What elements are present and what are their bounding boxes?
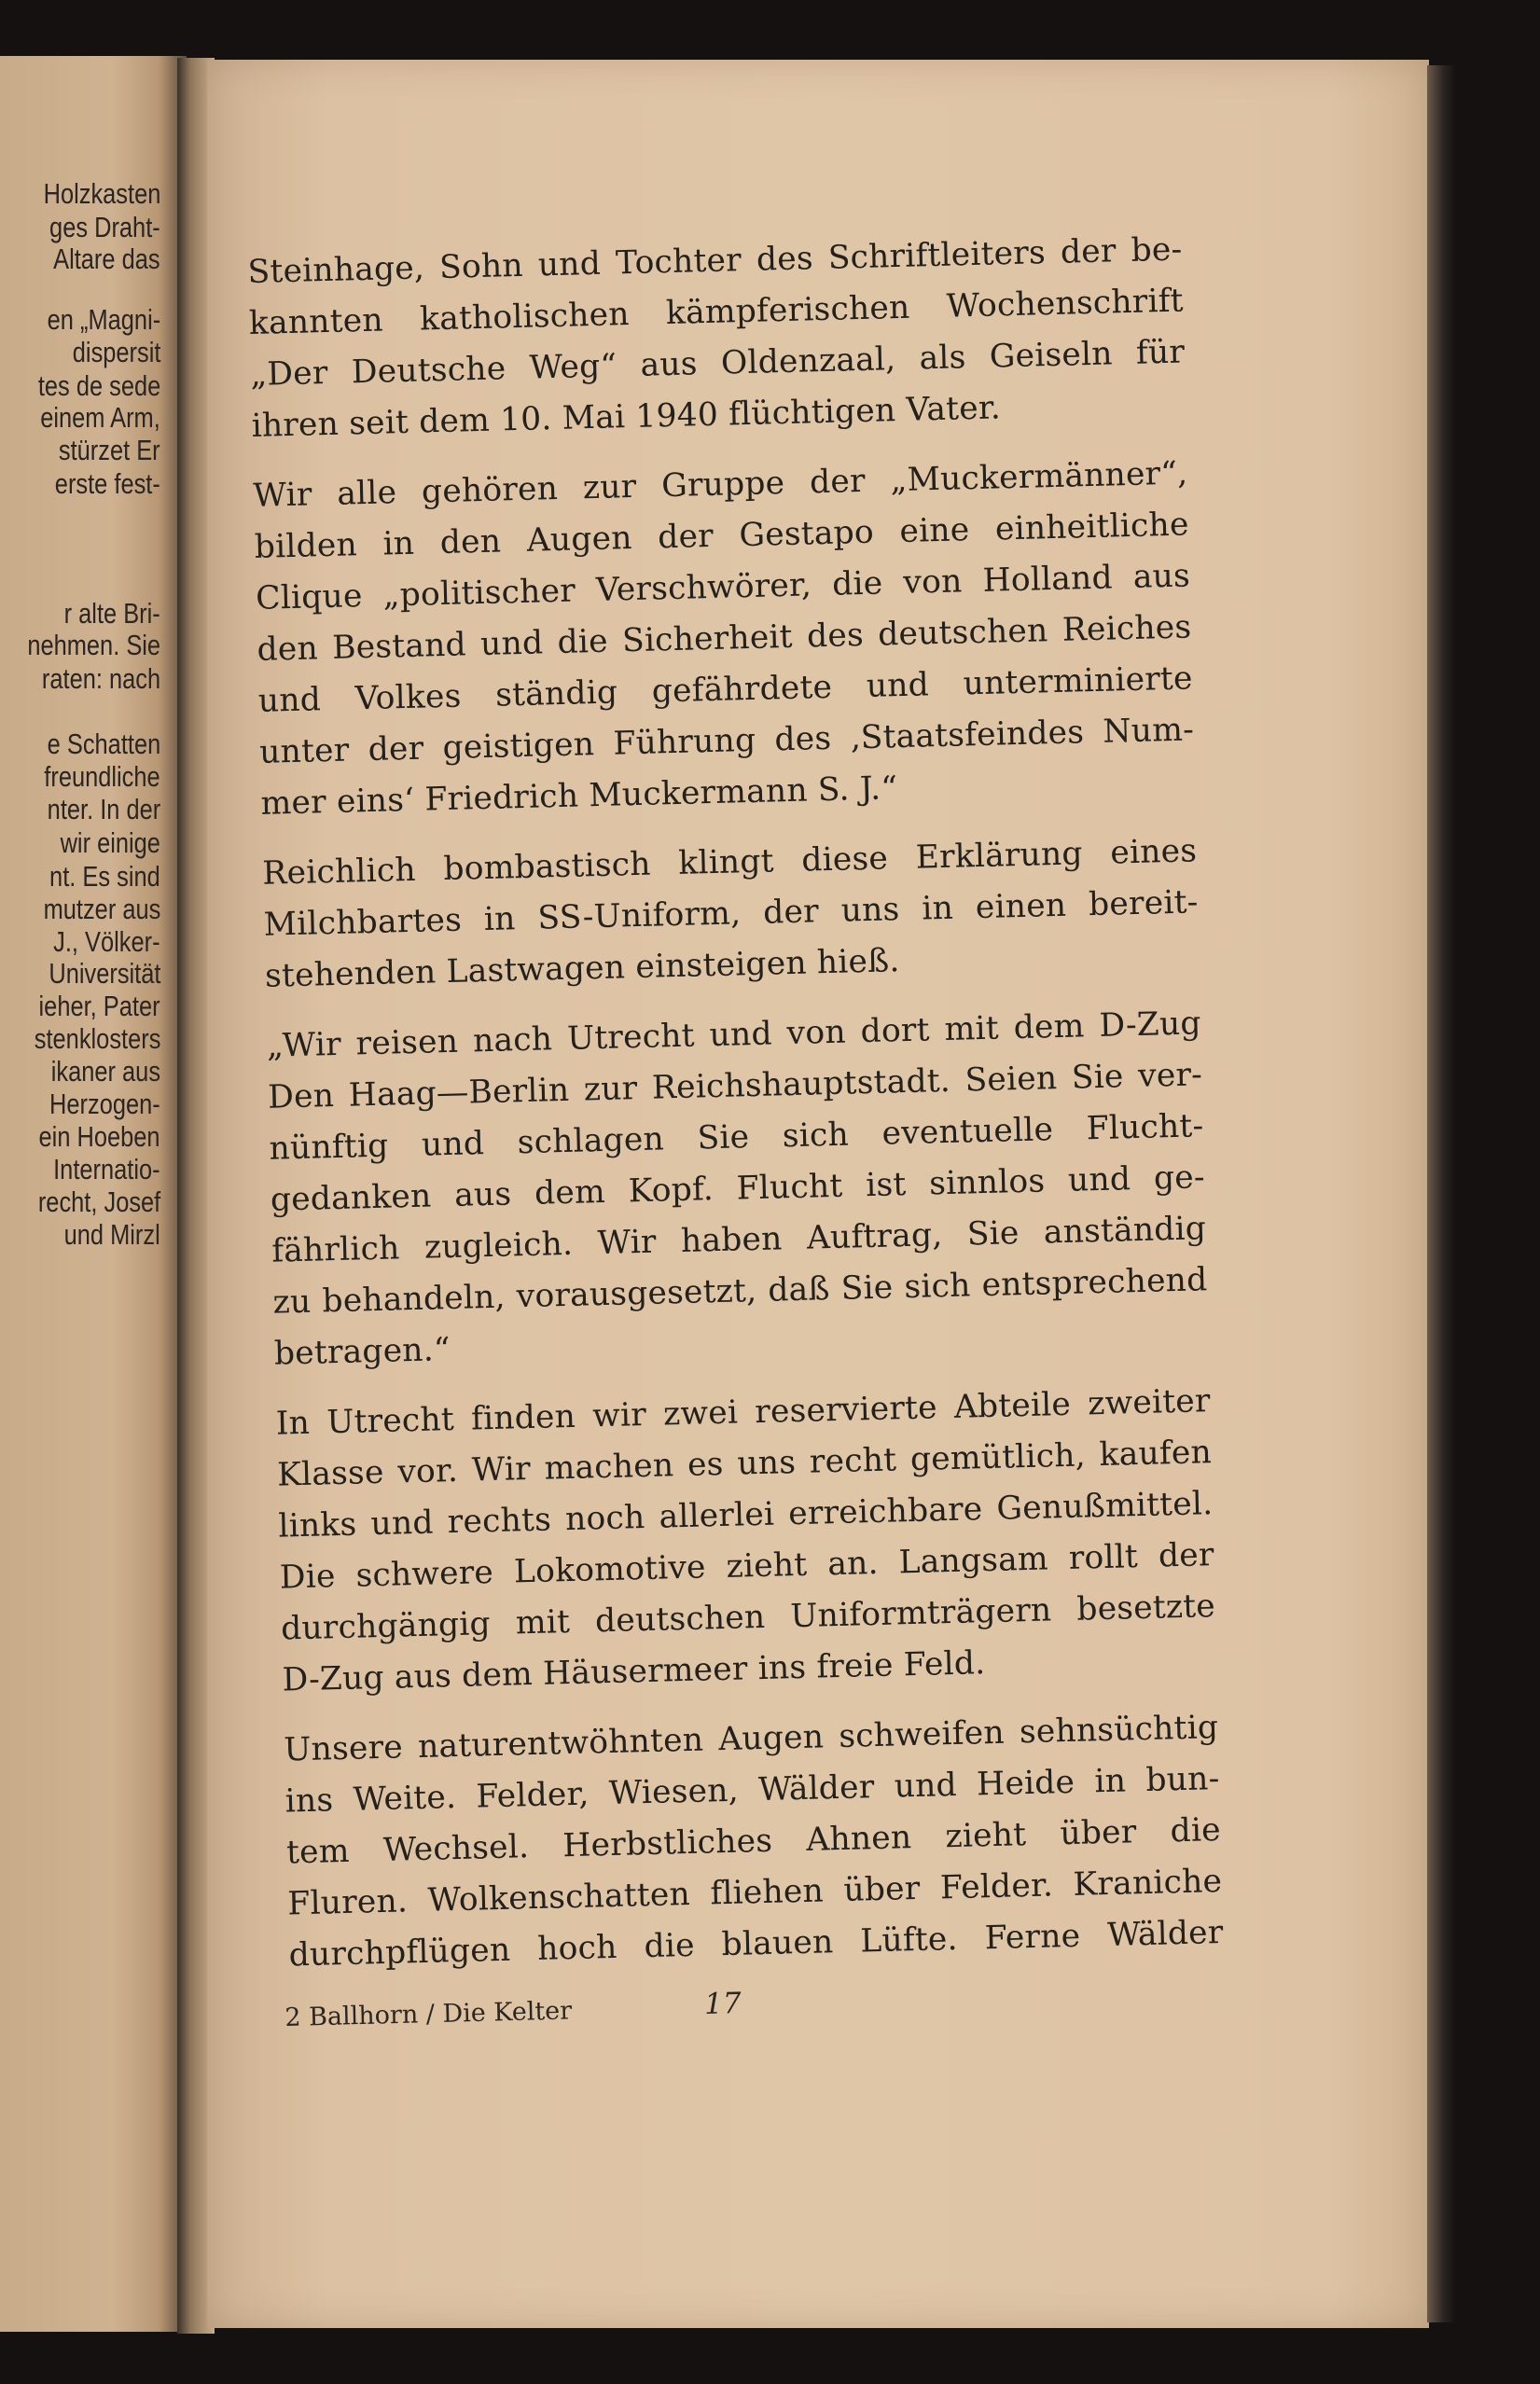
- left-page-fragment: ikaner aus: [50, 1055, 160, 1088]
- left-page-fragment: freundliche: [44, 760, 160, 793]
- text-line: mer eins‘ Friedrich Muckermann S. J.“: [260, 769, 898, 823]
- text-line: „Der Deutsche Weg“ aus Oldenzaal, als Geiseln für: [249, 333, 1186, 394]
- text-line: und Volkes ständig gefährdete und unterminierte: [257, 659, 1194, 720]
- paragraph: [284, 1702, 1224, 1981]
- text-line: gedanken aus dem Kopf. Flucht ist sinnlos und ge-: [270, 1158, 1206, 1219]
- left-page-fragment: Holzkasten: [43, 177, 160, 210]
- text-line: links und rechts noch allerlei erreichbare Genußmittel.: [278, 1485, 1214, 1545]
- text-line: Klasse vor. Wir machen es uns recht gemütlich, kaufen: [276, 1434, 1213, 1494]
- left-page-fragment: nt. Es sind: [49, 860, 160, 893]
- paragraph: [253, 448, 1196, 829]
- text-line: kannten katholischen kämpferischen Wochenschrift: [248, 282, 1185, 342]
- text-line: ihren seit dem 10. Mai 1940 flüchtigen Vater.: [251, 389, 1002, 445]
- left-page-fragment: J., Völker-: [53, 925, 160, 958]
- text-line: D-Zug aus dem Häusermeer ins freie Feld.: [282, 1644, 986, 1699]
- page-number: 17: [703, 1987, 742, 2021]
- left-page-fragment: erste fest-: [54, 467, 160, 500]
- text-line: Milchbartes in SS-Uniform, der uns in einen bereit-: [263, 883, 1199, 944]
- text-line: Die schwere Lokomotive zieht an. Langsam rollt der: [279, 1536, 1215, 1597]
- body-text: [247, 225, 1225, 2001]
- left-page-fragment: recht, Josef: [37, 1185, 160, 1218]
- page-stack-edge: [1427, 65, 1455, 2322]
- text-line: tem Wechsel. Herbstliches Ahnen zieht über die: [285, 1811, 1222, 1872]
- text-line: Reichlich bombastisch klingt diese Erklärung eines: [261, 832, 1198, 893]
- left-page-fragment: r alte Bri-: [63, 597, 160, 630]
- left-page-fragment: und Mirzl: [63, 1218, 160, 1251]
- paragraph: [275, 1376, 1217, 1706]
- left-page-fragment: raten: nach: [41, 662, 160, 695]
- text-line: durchgängig mit deutschen Uniformträgern besetzte: [280, 1587, 1216, 1648]
- left-page-fragment: en „Magni-: [47, 303, 160, 336]
- text-line: den Bestand und die Sicherheit des deutschen Reiches: [257, 608, 1192, 669]
- left-page-fragment: stenklosters: [34, 1022, 160, 1055]
- left-page-fragment: einem Arm,: [40, 401, 160, 434]
- text-line: zu behandeln, vorausgesetzt, daß Sie sich entsprechend: [272, 1261, 1208, 1322]
- text-line: Den Haag—Berlin zur Reichshauptstadt. Seien Sie ver-: [267, 1056, 1203, 1116]
- text-line: „Wir reisen nach Utrecht und von dort mit dem D-Zug: [266, 1005, 1202, 1065]
- text-line: Fluren. Wolkenschatten fliehen über Felder. Kraniche: [286, 1862, 1223, 1923]
- left-page-fragment: Internatio-: [53, 1153, 160, 1185]
- text-line: bilden in den Augen der Gestapo eine einheitliche: [254, 506, 1190, 566]
- left-page-fragment: stürzet Er: [59, 434, 160, 466]
- text-line: Steinhage, Sohn und Tochter des Schriftleiters der be-: [247, 230, 1183, 291]
- text-line: unter der geistigen Führung des ‚Staatsfeindes Num-: [258, 711, 1195, 771]
- paragraph: [266, 998, 1209, 1379]
- left-page-fragment: Herzogen-: [49, 1088, 160, 1120]
- left-page-fragment: Altare das: [53, 243, 160, 275]
- text-line: stehenden Lastwagen einsteigen hieß.: [264, 942, 901, 995]
- left-page-fragment: wir einige: [60, 826, 160, 859]
- paragraph: [247, 225, 1186, 452]
- text-line: fährlich zugleich. Wir haben Auftrag, Sie anständig: [271, 1210, 1207, 1270]
- text-line: Wir alle gehören zur Gruppe der „Muckermänner“,: [253, 454, 1188, 515]
- left-page-fragment: nter. In der: [47, 793, 160, 825]
- left-page-edge: [0, 56, 187, 2332]
- text-line: In Utrecht finden wir zwei reservierte Abteile zweiter: [275, 1382, 1212, 1443]
- left-page-fragment: mutzer aus: [43, 893, 160, 925]
- left-page-fragment: tes de sede: [37, 369, 160, 402]
- text-line: Unsere naturentwöhnten Augen schweifen sehnsüchtig: [283, 1709, 1219, 1769]
- text-line: ins Weite. Felder, Wiesen, Wälder und Heide in bun-: [284, 1760, 1220, 1821]
- left-page-fragment: ges Draht-: [49, 211, 160, 243]
- left-page-fragment: Universität: [48, 957, 160, 990]
- left-page-fragment: e Schatten: [47, 728, 160, 760]
- paragraph: [262, 825, 1200, 1002]
- text-line: Clique „politischer Verschwörer, die von Holland aus: [255, 557, 1191, 617]
- text-line: betragen.“: [273, 1331, 451, 1373]
- left-page-fragment: ieher, Pater: [38, 990, 160, 1022]
- left-page-fragment: ein Hoeben: [38, 1120, 160, 1153]
- left-page-fragment: dispersit: [72, 336, 160, 368]
- signature-mark: 2 Ballhorn / Die Kelter: [284, 1996, 573, 2032]
- left-page-fragment: nehmen. Sie: [27, 629, 160, 661]
- text-line: nünftig und schlagen Sie sich eventuelle Flucht-: [269, 1107, 1204, 1168]
- text-line: durchpflügen hoch die blauen Lüfte. Ferne Wälder: [288, 1913, 1224, 1975]
